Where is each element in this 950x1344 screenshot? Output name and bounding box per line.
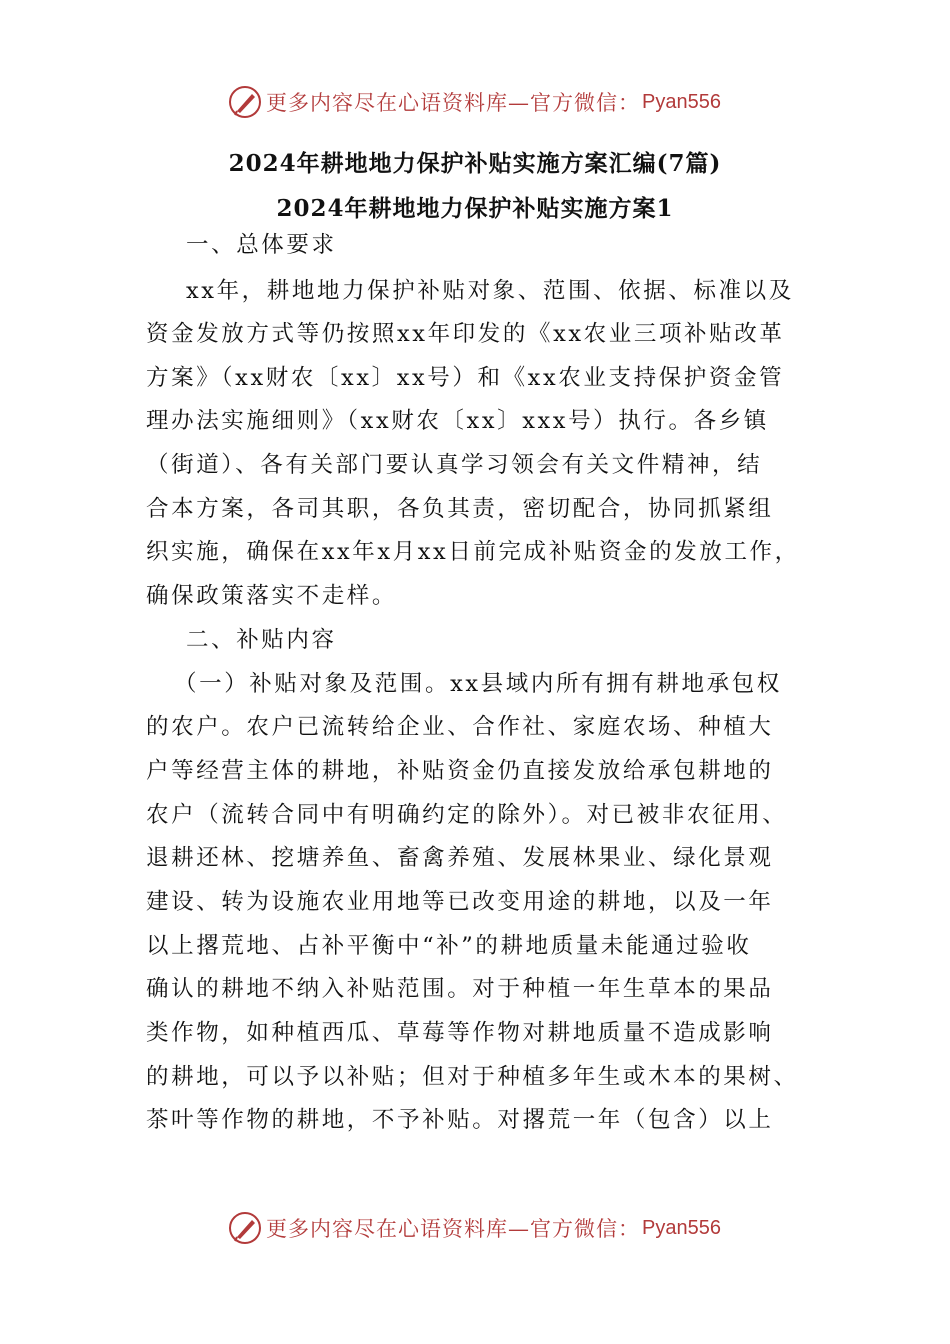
section-heading: 一、总体要求	[186, 232, 337, 258]
body-line: 建设、转为设施农业用地等已改变用途的耕地，以及一年	[146, 889, 774, 915]
quill-logo-icon	[228, 85, 262, 119]
wechat-id: Pyan556	[642, 1216, 721, 1239]
body-line: 户等经营主体的耕地，补贴资金仍直接发放给承包耕地的	[146, 758, 774, 784]
section-heading: 二、补贴内容	[186, 627, 337, 653]
body-line: 理办法实施细则》（xx财农〔xx〕xxx号）执行。各乡镇	[146, 408, 769, 434]
banner-text: 更多内容尽在心语资料库—官方微信：	[266, 1217, 640, 1241]
body-line: 合本方案，各司其职，各负其责，密切配合，协同抓紧组	[146, 496, 774, 522]
body-line: 资金发放方式等仍按照xx年印发的《xx农业三项补贴改革	[146, 321, 785, 347]
body-line: 茶叶等作物的耕地，不予补贴。对撂荒一年（包含）以上	[146, 1107, 774, 1133]
header-banner	[228, 82, 721, 122]
body-line: 方案》（xx财农〔xx〕xx号）和《xx农业支持保护资金管	[146, 365, 785, 391]
document-title: 2024年耕地地力保护补贴实施方案汇编(7篇)	[228, 150, 722, 177]
body-line: （街道）、各有关部门要认真学习领会有关文件精神，结	[146, 452, 763, 478]
body-line: 确保政策落实不走样。	[146, 583, 398, 609]
body-line: 以上撂荒地、占补平衡中“补”的耕地质量未能通过验收	[146, 933, 752, 959]
body-line: （一）补贴对象及范围。xx县域内所有拥有耕地承包权	[174, 671, 782, 697]
body-line: 的农户。农户已流转给企业、合作社、家庭农场、种植大	[146, 714, 774, 740]
quill-logo-icon	[228, 1211, 262, 1245]
body-line: 农户（流转合同中有明确约定的除外）。对已被非农征用、	[146, 802, 788, 828]
body-line: 的耕地，可以予以补贴；但对于种植多年生或木本的果树、	[146, 1064, 799, 1090]
document-subtitle: 2024年耕地地力保护补贴实施方案1	[276, 195, 674, 222]
body-line: 确认的耕地不纳入补贴范围。对于种植一年生草本的果品	[146, 976, 774, 1002]
body-line: 类作物，如种植西瓜、草莓等作物对耕地质量不造成影响	[146, 1020, 774, 1046]
body-line: 退耕还林、挖塘养鱼、畜禽养殖、发展林果业、绿化景观	[146, 845, 774, 871]
body-line: 织实施，确保在xx年x月xx日前完成补贴资金的发放工作，	[146, 539, 800, 565]
body-line: xx年，耕地地力保护补贴对象、范围、依据、标准以及	[186, 278, 794, 304]
footer-banner	[228, 1208, 721, 1248]
wechat-id: Pyan556	[642, 90, 721, 113]
banner-text: 更多内容尽在心语资料库—官方微信：	[266, 91, 640, 115]
